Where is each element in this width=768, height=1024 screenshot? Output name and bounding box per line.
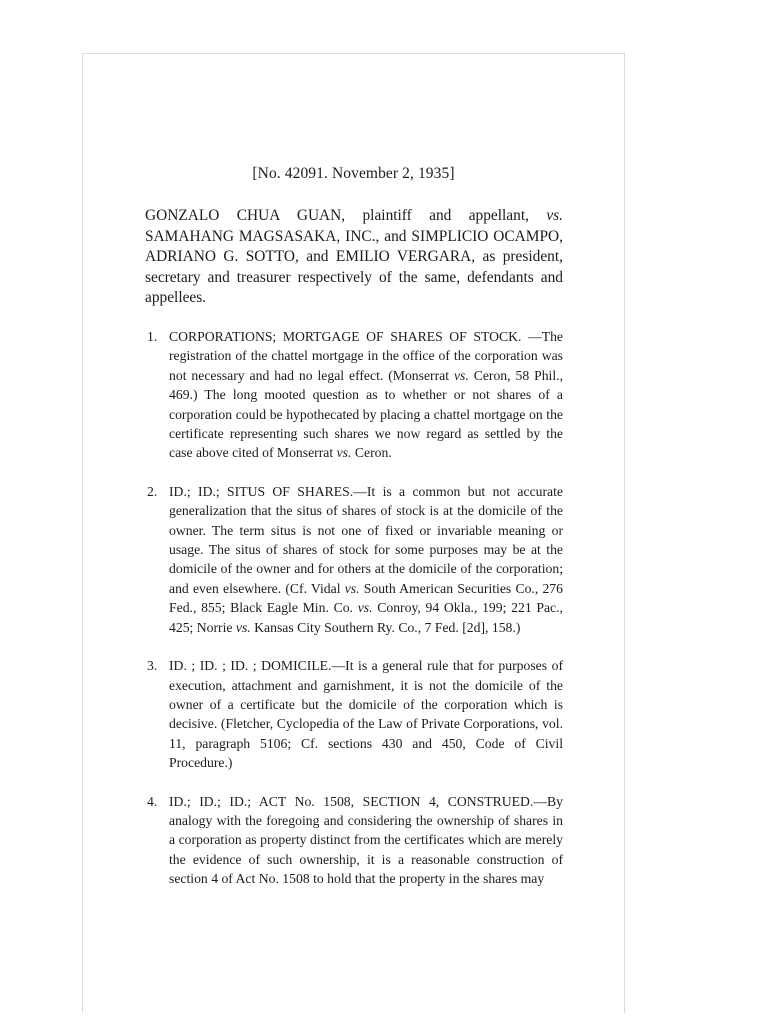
case-parties — [145, 206, 563, 309]
parties-plaintiff: GONZALO CHUA GUAN, plaintiff and appellant, — [145, 207, 529, 224]
italic-vs: vs. — [336, 445, 352, 461]
syllabus-text — [169, 656, 563, 772]
syllabus-text — [169, 327, 563, 463]
text-segment: Ceron, 58 Phil., 469.) The long mooted question as to whether or not shares of a corporation could be hypothecated by placing a chattel mortgage on the certificate representing such shares we now regard as settled by the case above cited of Monserrat — [169, 367, 563, 461]
text-segment: ID. ; ID. ; ID. ; DOMICILE.—It is a general rule that for purposes of execution, attachment and garnishment, it is not the domicile of the owner of a certificate but the domicile of the corporation which is decisive. (Fletcher, Cyclopedia of the Law of Private Corporations, vol. 11, paragraph 5106; Cf. sections 430 and 450, Code of Civil Procedure.) — [169, 658, 563, 771]
parties-defendants: SAMAHANG MAGSASAKA, INC., and SIMPLICIO OCAMPO, ADRIANO G. SOTTO, and EMILIO VERGARA, as president, secretary and treasurer respectively of the same, defendants and appellees. — [145, 227, 563, 307]
syllabus-item — [147, 327, 563, 463]
text-segment: Conroy, 94 Okla., 199; 221 Pac., 425; Norrie — [169, 600, 563, 635]
syllabus-number: 3. — [147, 658, 158, 674]
case-heading: [No. 42091. November 2, 1935] — [252, 165, 455, 182]
italic-vs: vs. — [357, 600, 373, 616]
syllabus-number: 2. — [147, 483, 158, 499]
syllabus-list — [147, 327, 563, 908]
text-segment: Kansas City Southern Ry. Co., 7 Fed. [2d], 158.) — [250, 619, 521, 635]
syllabus-number: 4. — [147, 793, 158, 809]
syllabus-text — [169, 792, 563, 889]
document-page — [82, 53, 625, 1013]
syllabus-item — [147, 792, 563, 889]
text-segment: South American Securities Co., 276 Fed., 855; Black Eagle Min. Co. — [169, 580, 563, 616]
syllabus-item — [147, 482, 563, 637]
italic-vs: vs. — [453, 367, 469, 383]
parties-versus: vs. — [546, 207, 563, 224]
italic-vs: vs. — [235, 619, 251, 635]
syllabus-number: 1. — [147, 329, 158, 344]
italic-vs: vs. — [344, 580, 360, 596]
text-segment: Ceron. — [351, 445, 392, 461]
text-segment: CORPORATIONS; MORTGAGE OF SHARES OF STOCK. —The registration of the chattel mortgage in the office of the corporation was not necessary and had no legal effect. (Monserrat — [169, 329, 563, 383]
syllabus-text — [169, 482, 563, 637]
syllabus-item — [147, 656, 563, 772]
text-segment: ID.; ID.; ID.; ACT No. 1508, SECTION 4, CONSTRUED.—By analogy with the foregoing and considering the ownership of shares in a corporation as property distinct from the certificates which are merely the evidence of such ownership, it is a reasonable construction of section 4 of Act No. 1508 to hold that the property in the shares may — [169, 793, 563, 887]
text-segment: ID.; ID.; SITUS OF SHARES.—It is a common but not accurate generalization that the situs of shares of stock is at the domicile of the owner. The term situs is not one of fixed or invariable meaning or usage. The situs of shares of stock for some purposes may be at the domicile of the owner and for others at the domicile of the corporation; and even elsewhere. (Cf. Vidal — [169, 483, 563, 596]
